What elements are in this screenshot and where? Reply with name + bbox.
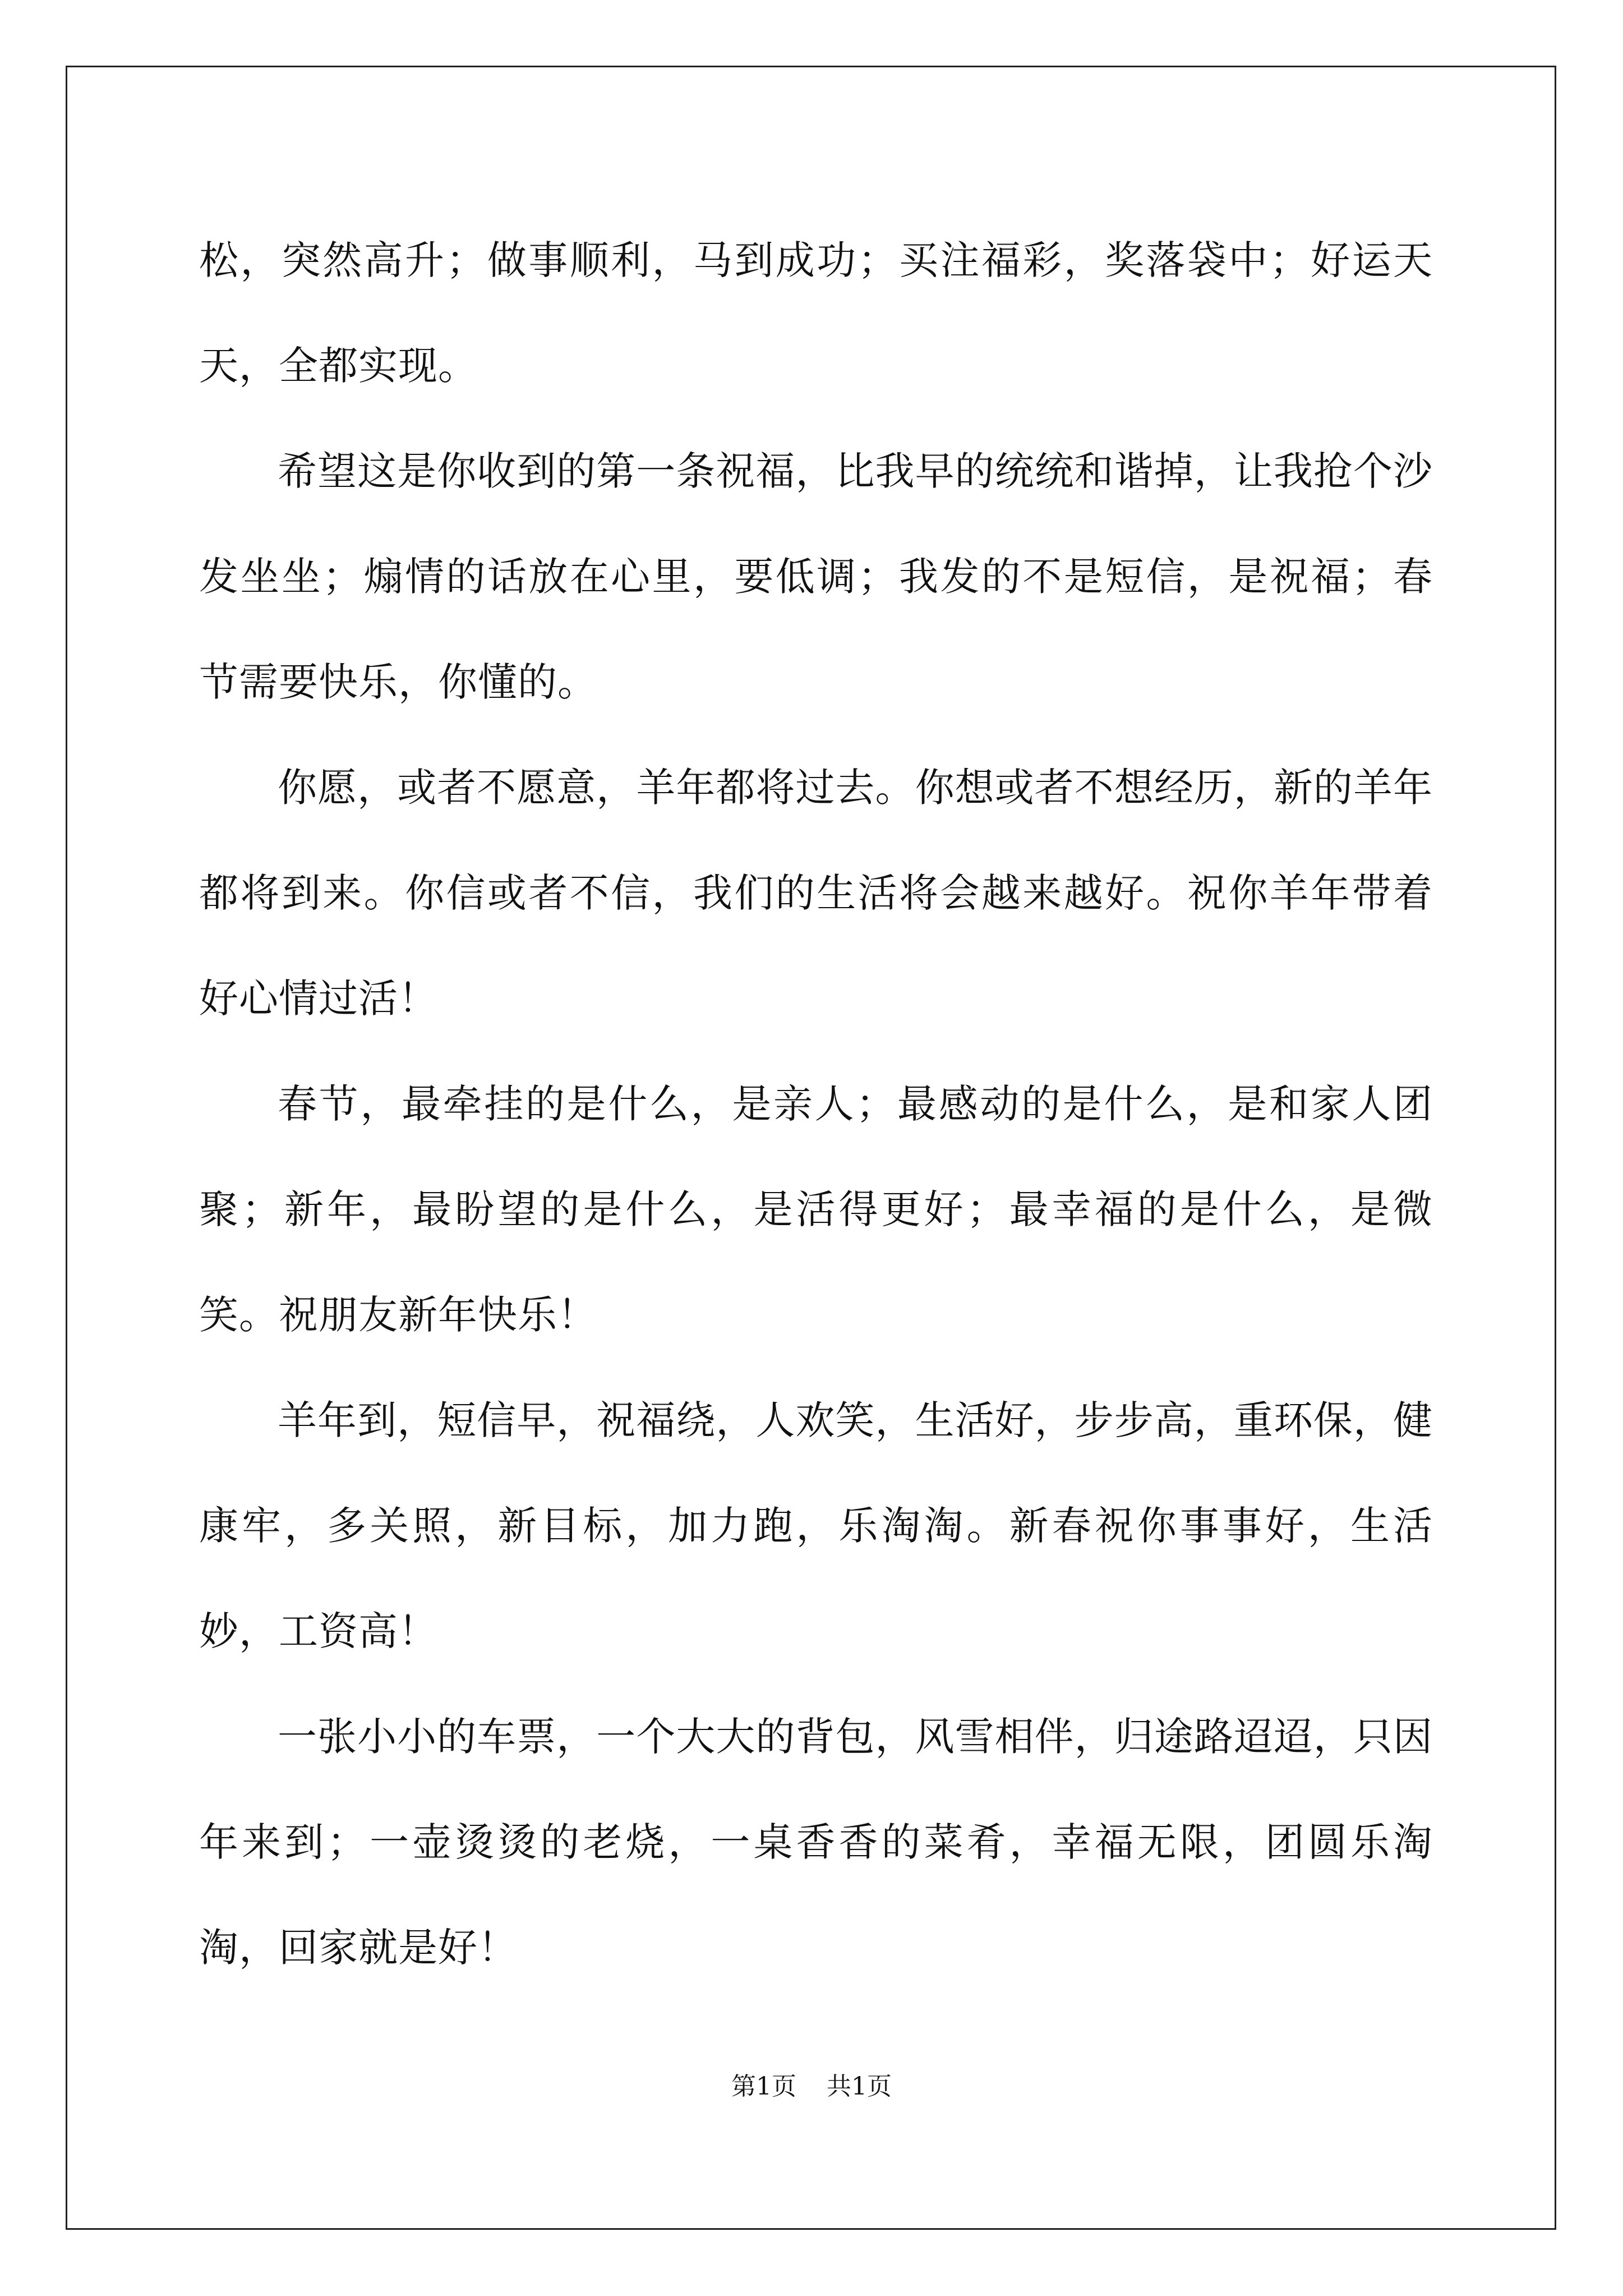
- paragraph: 你愿，或者不愿意，羊年都将过去。你想或者不想经历，新的羊年都将到来。你信或者不信，我们的生活将会越来越好。祝你羊年带着好心情过活！: [199, 765, 1433, 1022]
- paragraph: 羊年到，短信早，祝福绕，人欢笑，生活好，步步高，重环保，健康牢，多关照，新目标，加力跑，乐淘淘。新春祝你事事好，生活妙，工资高！: [199, 1397, 1433, 1654]
- paragraph: 松，突然高升；做事顺利，马到成功；买注福彩，奖落袋中；好运天天，全都实现。: [199, 237, 1433, 389]
- page-number-current: 第1页: [731, 2072, 796, 2101]
- paragraph: 希望这是你收到的第一条祝福，比我早的统统和谐掉，让我抢个沙发坐坐；煽情的话放在心里，要低调；我发的不是短信，是祝福；春节需要快乐，你懂的。: [199, 448, 1433, 705]
- paragraph: 一张小小的车票，一个大大的背包，风雪相伴，归途路迢迢，只因年来到；一壶烫烫的老烧，一桌香香的菜肴，幸福无限，团圆乐淘淘，回家就是好！: [199, 1714, 1433, 1971]
- page-footer: [0, 2070, 1623, 2104]
- paragraph: 春节，最牵挂的是什么，是亲人；最感动的是什么，是和家人团聚；新年，最盼望的是什么，是活得更好；最幸福的是什么，是微笑。祝朋友新年快乐！: [199, 1081, 1433, 1338]
- page-number-total: 共1页: [827, 2072, 892, 2101]
- document-body: [199, 208, 1433, 2000]
